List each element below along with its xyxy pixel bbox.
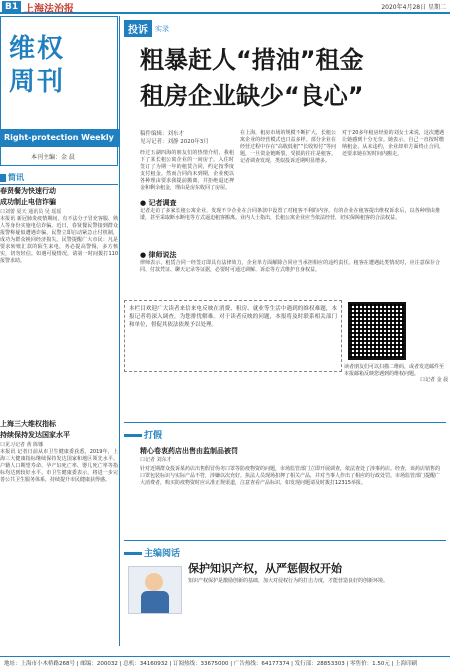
brief-body-2: 本报讯 记者日前从市卫生健康委获悉，2019年，上海三大健康指标继续保持发达国家和地区领先水平。户籍人口期望寿命、孕产妇死亡率、婴儿死亡率等指标均达到较好水平。市卫生健康委表示，将进一步完善公共卫生服务体系，持续提升市民健康获得感。 — [0, 449, 118, 483]
brief-news-2 — [0, 418, 118, 484]
divider-mid — [124, 422, 446, 423]
section-english-title: Right-protection Weekly — [1, 129, 119, 147]
investigation-body: 记者走访了多家长租公寓企业，发现不少企业在合同条款中设置了对租客不利的内容。有的企业在租客提出维权诉求后，以各种理由推诿，甚至采取断水断电等方式逼迫租客搬离。业内人士指出，长租公寓企业应当依法经营，切实保障租客的合法权益。 — [140, 208, 440, 221]
reader-notice: 本栏目欢迎广大读者来信来电反映在消费、租房、就业等生活中遇到的维权难题，本报记者将深入调查，为您排忧解难。对于读者反映的问题，本报将及时联系相关部门和单位，督促其依法依规予以处理。 — [124, 300, 342, 372]
qr-credit: 口记者 金 晨 — [420, 377, 449, 383]
brief-byline: 口刘蕾 夏天 通讯员 吴 瑶瑶 — [0, 209, 62, 215]
article-kicker: 投诉 实录 — [124, 20, 169, 37]
editor-illustration — [128, 566, 182, 614]
dateline: 2020年4月28日 星期二 — [381, 4, 446, 11]
brief-subheadline-2: 持续保持发达国家水平 — [0, 431, 70, 439]
page-footer: 地址：上海市小木桥路268号 | 邮编：200032 | 总机：34160932 | 订阅热线：33675000 | 广告热线：64177374 | 发行部：28853303 | 零售价：1.50元 | 上海印刷 — [0, 656, 450, 668]
masthead: 上海法治报 — [24, 4, 74, 15]
qr-caption: 读者朋友们可以扫描二维码，或者发送邮件至本报邮箱反映您遇到的维权问题。 — [344, 364, 445, 377]
brief-byline-2: 口见习记者 黄 陈娜 — [0, 442, 44, 448]
bottom-headline: 保护知识产权，从严惩假权开始 — [188, 562, 342, 575]
investigation-head: ● 记者调查 — [140, 199, 177, 207]
mid-headline: 精心卷衷药店出售由监制品被罚 — [140, 447, 238, 455]
divider-bottom — [124, 540, 446, 541]
brief-body: 本报讯 新冠肺炎疫情期间，有不法分子冒充客服、熟人等身份实施电信诈骗。近日，春贤餐民警接到群众报警称疑似遭遇诈骗，民警立即启动紧急止付机制，成功为群众挽回经济损失。民警提醒广大市民：凡是要求转账汇款的陌生来电，务必提高警惕，多方核实，切勿轻信。如遇可疑情况，请第一时间拨打110报警求助。 — [0, 216, 118, 264]
section-editor: 本刊主编：金 晨 — [31, 154, 75, 161]
brief-headline: 春贤餐为快速行动 — [0, 187, 56, 195]
lawyer-body: 律师表示，租赁合同一经签订即具有法律效力，企业单方面解除合同应当承担相应的违约责任。租客在遭遇此类情况时，应注意保存合同、付款凭证、聊天记录等证据，必要时可通过调解、诉讼等方式维护自身权益。 — [140, 260, 440, 273]
page-number: B1 — [2, 1, 21, 13]
mid-body: 针对近期群众投诉某药店出售假冒伪劣口罩等防疫物资的问题，市场监管部门立即开展调查，依法查处了涉事药店。经查，该药店销售的口罩包装标识与实际产品不符，涉嫌以次充好。执法人员现场扣押了相关产品，并对当事人作出了相应的行政处罚。市场监管部门提醒广大消费者，购买防疫物资时应认准正规渠道，注意查看产品标识，如发现问题请及时拨打12315举报。 — [140, 466, 441, 486]
lawyer-head: ● 律师说法 — [140, 251, 177, 259]
brief-tag: 简讯 — [0, 172, 118, 185]
section-title: 维权 周刊 — [9, 34, 66, 97]
bottom-body: 知识产权保护是激励创新的基础，加大对侵权行为的打击力度，才能营造良好的创新环境。 — [188, 578, 389, 584]
section-tag-editor: 主编阅话 — [124, 546, 180, 559]
article-headline: 粗暴赶人“措油”租金 租房企业缺少“良心” — [140, 46, 364, 110]
mid-byline: 口记者 刘东才 — [140, 457, 172, 463]
article-column-2: 在上海，租房市场的规模不断扩大，长租公寓企业的经营模式也日益多样。部分企业在经营过程中存在“高收低租”“长收短付”等问题，一旦资金链断裂，受损的往往是租客。记者调查发现，类似投诉近期明显增多。 — [240, 130, 336, 164]
qr-code[interactable] — [348, 302, 406, 360]
brief-headline-2: 上海三大维权指标 — [0, 420, 56, 428]
article-byline: 稿件编辑：刘东才 见习记者：刘静 2020年3月 — [140, 131, 209, 145]
brief-news-1 — [0, 172, 118, 265]
article-column-3: 对于20多年租房经验的刘女士来说，这次遭遇让她感到十分无奈。她表示，自己一直按时缴纳租金，从未违约，企业却单方面终止合同，还要求她在短时间内搬走。 — [342, 130, 444, 157]
top-bar — [0, 0, 450, 14]
left-column — [0, 16, 120, 646]
section-tag-dajia: 打假 — [124, 428, 162, 441]
article-column-1: 经过五湖四海的朋友们的热情介绍，我租下了某长租公寓企业的一间房子。入住时签订了为期一年的租赁合同，约定按季度支付租金。然而合同尚未到期，企业便以各种理由要求我提前搬离，并拒绝退还押金和剩余租金，理由是房东收回了房屋。 — [140, 150, 234, 191]
section-brand — [0, 16, 118, 166]
brief-subheadline: 成功制止电信诈骗 — [0, 198, 56, 206]
